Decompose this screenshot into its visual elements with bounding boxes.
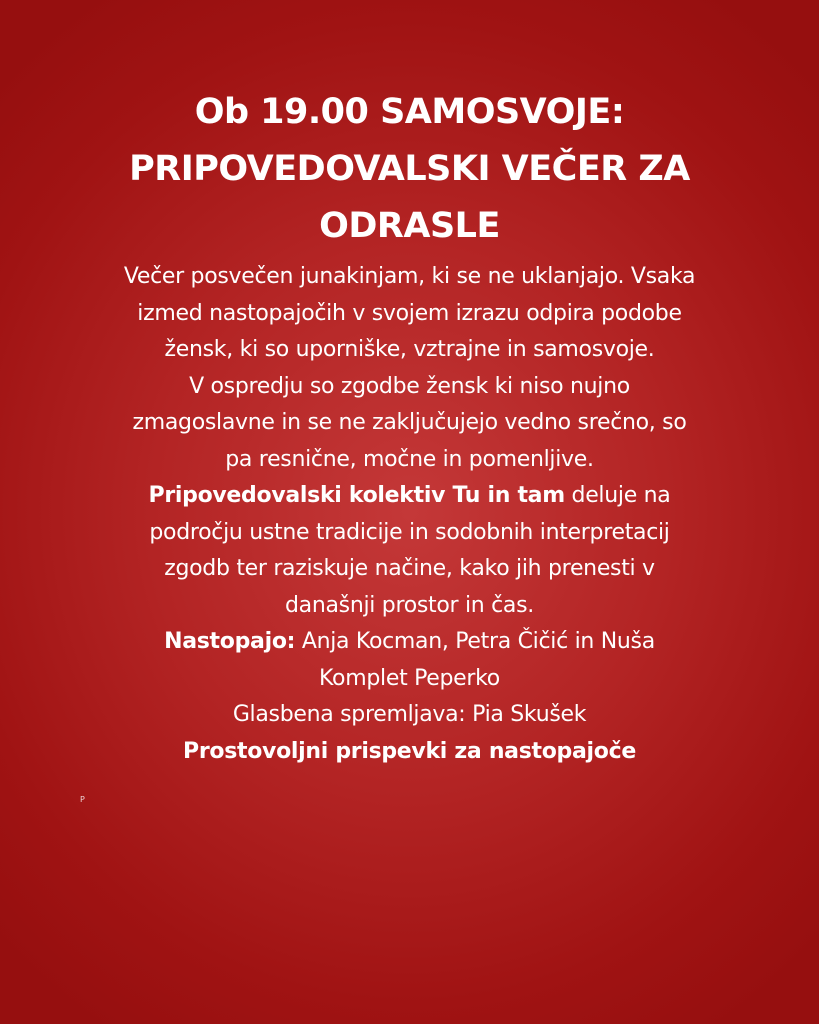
- stray-marker-text: P: [80, 795, 85, 804]
- collective-line: [40, 478, 779, 515]
- collective-line: področju ustne tradicije in sodobnih interpretacij: [149, 519, 670, 545]
- performers-names: Anja Kocman, Petra Čičić in Nuša: [295, 629, 655, 654]
- description-line: pa resnične, močne in pomenljive.: [225, 446, 594, 472]
- title-line: PRIPOVEDOVALSKI VEČER ZA: [129, 149, 690, 189]
- donations-text: Prostovoljni prispevki za nastopajoče: [183, 738, 636, 764]
- performers-label: Nastopajo:: [164, 629, 296, 654]
- event-description: [40, 259, 779, 770]
- title-line: Ob 19.00 SAMOSVOJE:: [194, 92, 625, 132]
- event-poster: [40, 84, 779, 770]
- event-title: [40, 84, 779, 255]
- description-line: izmed nastopajočih v svojem izrazu odpira podobe: [137, 300, 682, 326]
- collective-text: deluje na: [564, 483, 671, 508]
- performers-line: Komplet Peperko: [319, 665, 500, 691]
- collective-name: Pripovedovalski kolektiv Tu in tam: [148, 483, 565, 508]
- collective-line: današnji prostor in čas.: [285, 592, 534, 618]
- description-line: zmagoslavne in se ne zaključujejo vedno srečno, so: [132, 410, 687, 435]
- music-line: Glasbena spremljava: Pia Skušek: [232, 702, 587, 727]
- donations-line: [40, 734, 779, 771]
- collective-line: zgodb ter raziskuje načine, kako jih prenesti v: [164, 556, 655, 581]
- description-line: V ospredju so zgodbe žensk ki niso nujno: [189, 373, 630, 399]
- title-line: ODRASLE: [319, 206, 500, 246]
- description-line: Večer posvečen junakinjam, ki se ne uklanjajo. Vsaka: [123, 264, 696, 289]
- description-line: žensk, ki so uporniške, vztrajne in samosvoje.: [164, 337, 655, 362]
- performers-line: [40, 624, 779, 661]
